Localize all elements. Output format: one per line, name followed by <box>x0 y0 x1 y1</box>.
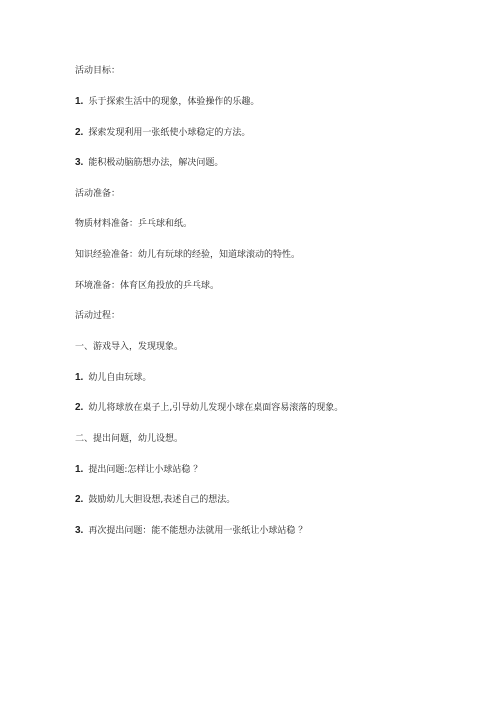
line-text: 幼儿将球放在桌子上,引导幼儿发现小球在桌面容易滚落的现象。 <box>88 403 344 413</box>
process-step-2-2 <box>75 494 235 506</box>
line-text: 物质材料准备：乒乓球和纸。 <box>75 219 193 229</box>
line-text: 提出问题:怎样让小球站稳 ？ <box>88 465 203 475</box>
process-step-1-1 <box>75 372 151 384</box>
line-text: 幼儿自由玩球。 <box>88 373 152 383</box>
process-step-2-1 <box>75 464 202 476</box>
line-text: 鼓励幼儿大胆设想,表述自己的想法。 <box>88 495 236 505</box>
preparation-knowledge <box>75 249 300 261</box>
preparation-materials <box>75 218 192 230</box>
line-text: 能积极动脑筋想办法，解决问题。 <box>88 158 224 168</box>
line-text: 乐于探索生活中的现象，体验操作的乐趣。 <box>88 97 260 107</box>
line-number: 1. <box>75 96 84 107</box>
heading-activity-goals <box>75 65 120 77</box>
line-number: 3. <box>75 525 84 536</box>
preparation-environment <box>75 280 219 292</box>
process-step-1-2 <box>75 402 343 414</box>
goal-item-1 <box>75 96 259 108</box>
line-text: 一、游戏导入，发现现象。 <box>75 342 184 352</box>
heading-activity-process <box>75 310 120 322</box>
line-number: 2. <box>75 127 84 138</box>
process-step-2-3 <box>75 525 307 537</box>
heading-activity-preparation <box>75 188 120 200</box>
line-text: 环境准备：体育区角投放的乒乓球。 <box>75 281 220 291</box>
goal-item-3 <box>75 157 223 169</box>
line-text: 再次提出问题：能不能想办法就用一张纸让小球站稳 ？ <box>88 526 308 536</box>
line-text: 二、提出问题，幼儿设想。 <box>75 434 184 444</box>
line-text: 探索发现利用一张纸使小球稳定的方法。 <box>88 128 251 138</box>
process-section-2 <box>75 433 183 445</box>
line-number: 2. <box>75 494 84 505</box>
line-text: 活动过程： <box>75 311 121 321</box>
process-section-1 <box>75 341 183 353</box>
line-text: 活动准备： <box>75 189 121 199</box>
line-number: 1. <box>75 372 84 383</box>
goal-item-2 <box>75 127 250 139</box>
line-number: 2. <box>75 402 84 413</box>
line-number: 1. <box>75 464 84 475</box>
line-text: 知识经验准备：幼儿有玩球的经验，知道球滚动的特性。 <box>75 250 301 260</box>
line-text: 活动目标： <box>75 66 121 76</box>
line-number: 3. <box>75 157 84 168</box>
